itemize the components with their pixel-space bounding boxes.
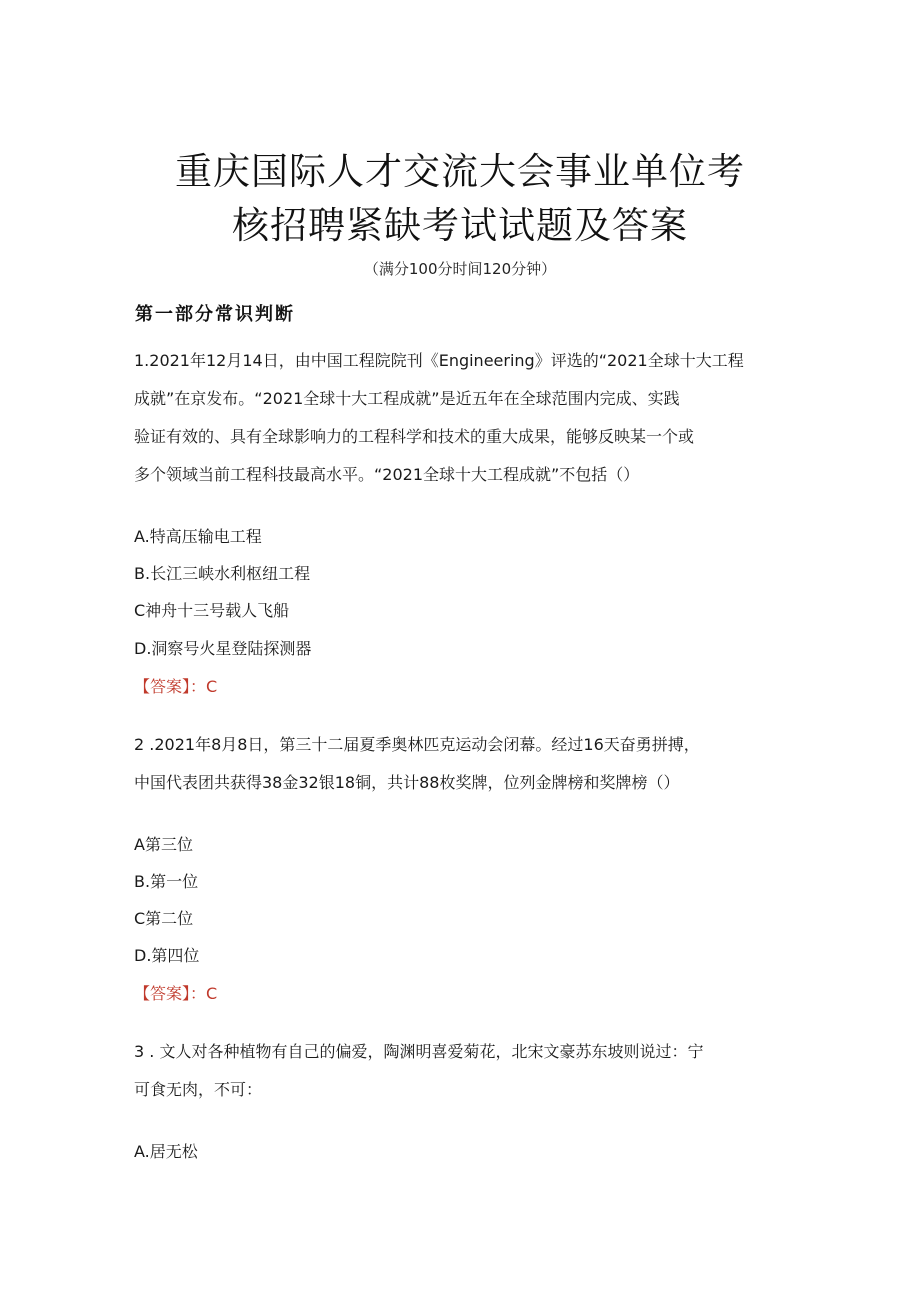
section-heading: 第一部分常识判断 xyxy=(135,304,295,325)
question-3-option-a: A.居无松 xyxy=(134,1142,198,1161)
document-title-line-1: 重庆国际人才交流大会事业单位考 xyxy=(175,150,745,193)
question-1-stem-line: 1.2021年12月14日，由中国工程院院刊《Engineering》评选的“2021全球十大工程 xyxy=(134,351,744,370)
document-subtitle: （满分100分时间120分钟） xyxy=(363,260,557,278)
question-3-stem-line: 3 . 文人对各种植物有自己的偏爱，陶渊明喜爱菊花，北宋文豪苏东坡则说过：宁 xyxy=(134,1042,704,1061)
question-2-stem-line: 中国代表团共获得38金32银18铜，共计88枚奖牌，位列金牌榜和奖牌榜（） xyxy=(134,773,680,792)
question-1-option-b: B.长江三峡水利枢纽工程 xyxy=(134,564,311,583)
question-3-stem xyxy=(134,1033,794,1109)
question-2-option-a: A第三位 xyxy=(134,835,193,854)
question-3-stem-line: 可食无肉，不可： xyxy=(134,1080,263,1099)
question-1-stem-line: 成就”在京发布。“2021全球十大工程成就”是近五年在全球范围内完成、实践 xyxy=(134,389,680,408)
document-title-line-2: 核招聘紧缺考试试题及答案 xyxy=(232,204,688,247)
question-1-option-d: D.洞察号火星登陆探测器 xyxy=(134,639,312,658)
question-1-option-a: A.特高压输电工程 xyxy=(134,527,262,546)
question-2-option-b: B.第一位 xyxy=(134,872,199,891)
question-1-option-c: C神舟十三号载人飞船 xyxy=(134,601,290,620)
question-1-answer: 【答案】：C xyxy=(134,677,218,696)
question-1-stem-line: 验证有效的、具有全球影响力的工程科学和技术的重大成果，能够反映某一个或 xyxy=(134,427,695,446)
question-2-stem-line: 2 .2021年8月8日，第三十二届夏季奥林匹克运动会闭幕。经过16天奋勇拼搏， xyxy=(134,735,700,754)
question-2-answer: 【答案】：C xyxy=(134,984,218,1003)
question-1-stem xyxy=(134,342,794,494)
question-2-option-c: C第二位 xyxy=(134,909,194,928)
question-1-stem-line: 多个领域当前工程科技最高水平。“2021全球十大工程成就”不包括（） xyxy=(134,465,640,484)
question-2-option-d: D.第四位 xyxy=(134,946,200,965)
question-2-stem xyxy=(134,726,794,802)
